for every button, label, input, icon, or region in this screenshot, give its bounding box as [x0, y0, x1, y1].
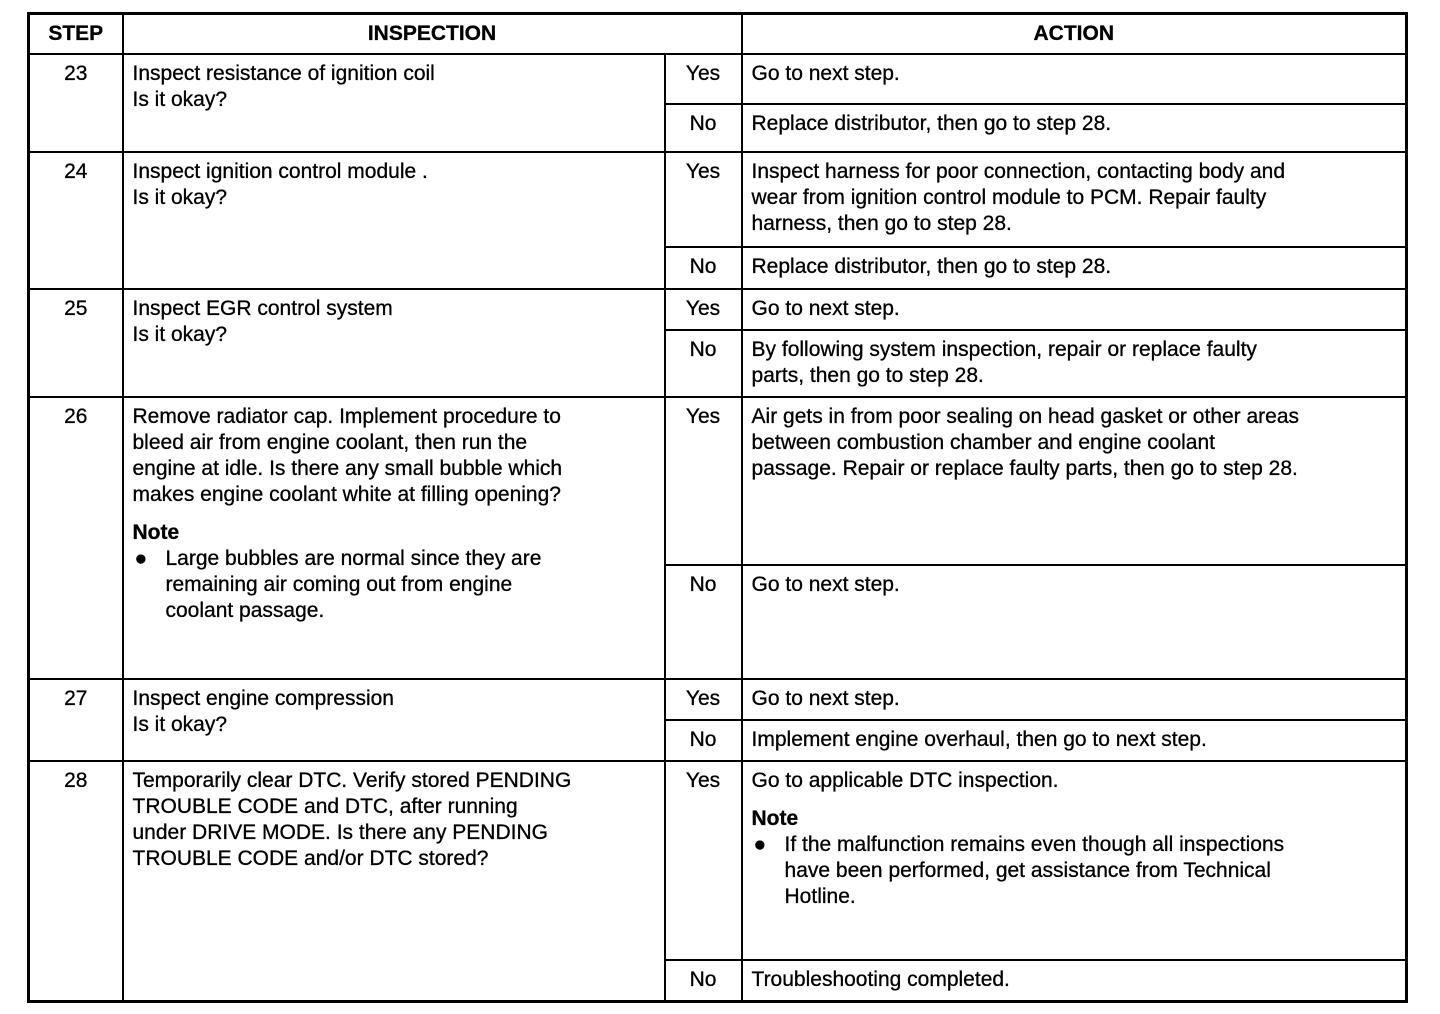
answer-cell: No [665, 330, 742, 397]
inspection-text: Inspect EGR control system Is it okay? [132, 297, 393, 346]
inspection-text: Inspect resistance of ignition coil Is it okay? [132, 62, 435, 111]
table-row [29, 397, 1407, 565]
inspection-cell [123, 152, 665, 289]
action-cell [742, 679, 1407, 720]
step-number: 28 [29, 761, 123, 1001]
action-text: Replace distributor, then go to step 28. [751, 112, 1112, 135]
table-row [29, 761, 1407, 960]
answer-cell: Yes [665, 397, 742, 565]
header-action: ACTION [742, 14, 1407, 55]
inspection-cell [123, 289, 665, 397]
answer-cell: No [665, 565, 742, 679]
table-row [29, 679, 1407, 720]
header-inspection: INSPECTION [123, 14, 742, 55]
action-cell [742, 761, 1407, 960]
inspection-cell [123, 679, 665, 761]
answer-cell: No [665, 104, 742, 152]
table-row [29, 54, 1407, 104]
step-number: 24 [29, 152, 123, 289]
table-row [29, 152, 1407, 247]
answer-cell: Yes [665, 152, 742, 247]
action-text: Inspect harness for poor connection, contacting body and wear from ignition control module to PCM. Repair faulty harness, then go to step 28. [751, 160, 1286, 235]
answer-cell: Yes [665, 761, 742, 960]
step-number: 26 [29, 397, 123, 679]
inspection-cell [123, 397, 665, 679]
note-bullet [133, 546, 655, 624]
note-title: Note [132, 521, 180, 544]
inspection-cell [123, 761, 665, 1001]
action-cell [742, 330, 1407, 397]
action-text: By following system inspection, repair or replace faulty parts, then go to step 28. [751, 338, 1257, 387]
answer-cell: Yes [665, 289, 742, 330]
answer-cell: Yes [665, 54, 742, 104]
action-cell [742, 104, 1407, 152]
troubleshooting-table [27, 12, 1408, 1003]
answer-cell: Yes [665, 679, 742, 720]
action-text: Go to next step. [751, 687, 900, 710]
inspection-cell [123, 54, 665, 152]
action-text: Replace distributor, then go to step 28. [751, 255, 1112, 278]
step-number: 25 [29, 289, 123, 397]
step-number: 23 [29, 54, 123, 152]
inspection-text: Inspect engine compression Is it okay? [132, 687, 394, 736]
header-step: STEP [29, 14, 123, 55]
answer-cell: No [665, 960, 742, 1001]
step-number: 27 [29, 679, 123, 761]
action-cell [742, 565, 1407, 679]
inspection-text: Inspect ignition control module . Is it okay? [132, 160, 428, 209]
action-text: Go to next step. [751, 62, 900, 85]
action-text: Troubleshooting completed. [751, 968, 1010, 991]
action-text: Go to applicable DTC inspection. [751, 769, 1059, 792]
action-cell [742, 152, 1407, 247]
action-text: Go to next step. [751, 297, 900, 320]
action-cell [742, 720, 1407, 761]
action-cell [742, 397, 1407, 565]
action-text: Go to next step. [751, 573, 900, 596]
table-body [29, 54, 1407, 1001]
action-text: Air gets in from poor sealing on head gasket or other areas between combustion chamber and engine coolant passage. Repair or replace faulty parts, then go to step 28. [751, 405, 1299, 480]
inspection-text: Remove radiator cap. Implement procedure to bleed air from engine coolant, then run the engine at idle. Is there any small bubble which makes engine coolant white at filling opening? [132, 405, 563, 506]
answer-cell: No [665, 720, 742, 761]
note-bullet [752, 832, 1396, 910]
bullet-icon: ● [753, 833, 767, 856]
bullet-icon: ● [134, 547, 148, 570]
note-title: Note [751, 807, 799, 830]
action-cell [742, 960, 1407, 1001]
action-cell [742, 289, 1407, 330]
note-text: Large bubbles are normal since they are remaining air coming out from engine coolant passage. [165, 547, 542, 622]
action-cell [742, 247, 1407, 289]
note-text: If the malfunction remains even though all inspections have been performed, get assistance from Technical Hotline. [784, 833, 1285, 908]
answer-cell: No [665, 247, 742, 289]
inspection-text: Temporarily clear DTC. Verify stored PENDING TROUBLE CODE and DTC, after running under DRIVE MODE. Is there any PENDING TROUBLE CODE and/or DTC stored? [132, 769, 572, 870]
table-row [29, 289, 1407, 330]
action-text: Implement engine overhaul, then go to next step. [751, 728, 1207, 751]
action-cell [742, 54, 1407, 104]
header-row [29, 14, 1407, 55]
